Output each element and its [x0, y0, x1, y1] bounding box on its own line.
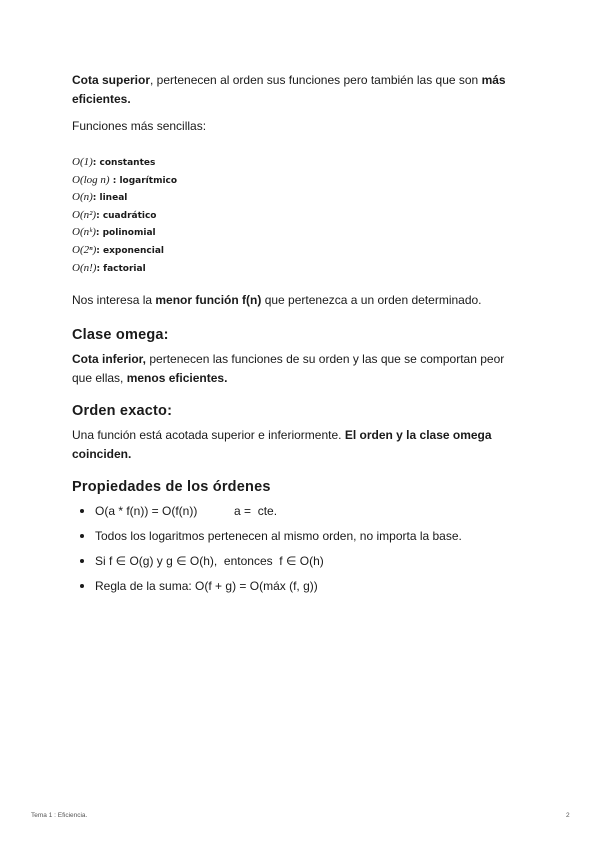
notation-math: O(log n)	[72, 173, 110, 186]
notation-desc: logarítmico	[119, 175, 178, 186]
notation-desc: lineal	[99, 193, 128, 204]
notation-math: O(n)	[72, 191, 93, 204]
notation-item	[72, 172, 522, 190]
notation-desc: polinomial	[102, 228, 156, 239]
menor-funcion-term: menor función f(n)	[155, 293, 262, 308]
propiedades-heading: Propiedades de los órdenes	[72, 479, 271, 496]
orden-exacto-text: Una función está acotada superior e inferiormente.	[72, 428, 345, 443]
list-item-text: O(a * f(n)) = O(f(n)) a = cte.	[95, 504, 278, 519]
list-item	[72, 578, 522, 594]
notation-desc: constantes	[99, 158, 156, 168]
list-item-text: Regla de la suma: O(f + g) = O(máx (f, g))	[95, 579, 318, 594]
notation-math: O(1)	[72, 156, 93, 168]
mas-eficientes-term: más eficientes.	[72, 73, 506, 106]
notation-desc: exponencial	[102, 245, 164, 256]
notation-separator: :	[92, 158, 100, 168]
cota-inferior-term: Cota inferior,	[72, 352, 147, 367]
simple-functions-label: Funciones más sencillas:	[72, 119, 207, 133]
notation-item	[72, 207, 522, 225]
list-item-text: Si f ∈ O(g) y g ∈ O(h), entonces f ∈ O(h)	[95, 554, 324, 569]
notation-item	[72, 189, 522, 207]
list-item	[72, 528, 522, 544]
notation-separator: :	[95, 228, 103, 239]
clase-omega-heading: Clase omega:	[72, 327, 169, 344]
document-page	[72, 70, 522, 603]
notation-separator: :	[96, 245, 103, 256]
cota-inferior-text: pertenecen las funciones de su orden y las que se comportan peor que ellas,	[72, 352, 505, 386]
notation-separator: :	[92, 193, 100, 204]
list-item-text: Todos los logaritmos pertenecen al mismo orden, no importa la base.	[95, 529, 462, 544]
menor-funcion-paragraph	[72, 291, 522, 310]
notation-separator: :	[96, 210, 103, 221]
bullet-icon	[80, 559, 84, 563]
notation-item	[72, 260, 522, 278]
footer-title: Tema 1 : Eficiencia.	[31, 812, 88, 819]
notation-item	[72, 242, 522, 260]
notation-math: O(n!)	[72, 261, 97, 274]
cota-superior-text: , pertenecen al orden sus funciones pero también las que son	[150, 73, 482, 87]
cota-superior-paragraph	[72, 71, 522, 109]
orden-exacto-paragraph	[72, 426, 522, 464]
notation-item	[72, 154, 522, 172]
notation-desc: factorial	[103, 263, 146, 274]
notation-desc: cuadrático	[102, 210, 157, 221]
notation-item	[72, 224, 522, 242]
orden-exacto-term: El orden y la clase omega coinciden.	[72, 428, 492, 462]
list-item	[72, 553, 522, 569]
notation-list	[72, 154, 522, 277]
menor-funcion-text-end: que pertenezca a un orden determinado.	[261, 293, 482, 308]
cota-superior-term: Cota superior	[72, 73, 151, 87]
notation-math: O(2ⁿ)	[72, 243, 97, 256]
propiedades-list	[72, 503, 522, 594]
bullet-icon	[80, 509, 84, 513]
notation-math: O(nᵏ)	[72, 226, 96, 239]
notation-separator: :	[109, 175, 120, 186]
bullet-icon	[80, 534, 84, 538]
bullet-icon	[80, 584, 84, 588]
notation-separator: :	[96, 263, 104, 274]
page-number: 2	[566, 812, 570, 819]
orden-exacto-heading: Orden exacto:	[72, 403, 173, 420]
notation-math: O(n²)	[72, 208, 97, 221]
menor-funcion-text: Nos interesa la	[72, 293, 156, 308]
cota-inferior-paragraph	[72, 350, 522, 388]
list-item	[72, 503, 522, 519]
menos-eficientes-term: menos eficientes.	[126, 371, 228, 386]
